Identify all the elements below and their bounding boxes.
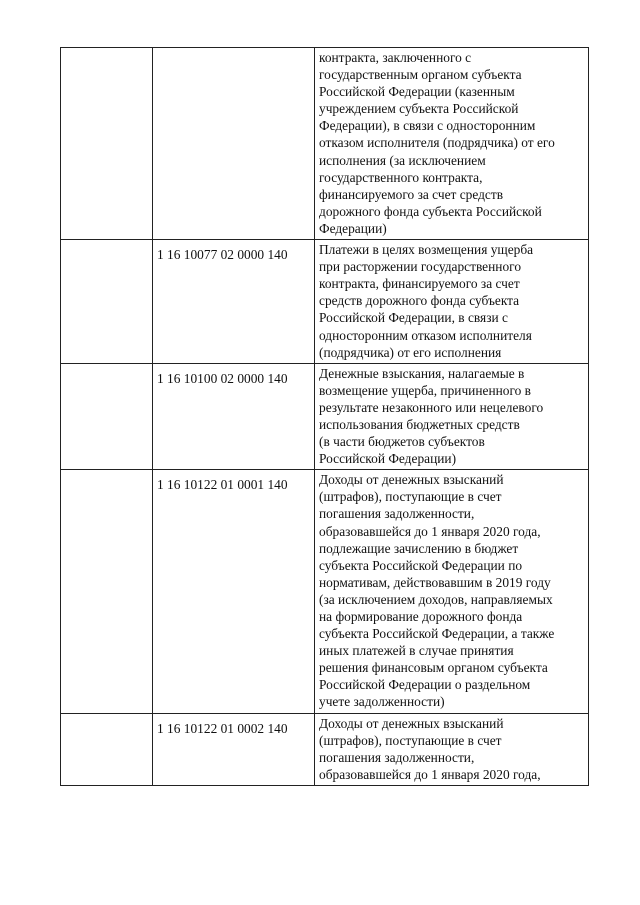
budget-code-cell: 1 16 10100 02 0000 140 [153,363,315,470]
table-row [61,240,589,364]
budget-code-cell: 1 16 10122 01 0001 140 [153,470,315,713]
description-cell: Платежи в целях возмещения ущерба при расторжении государственного контракта, финансируемого за счет средств дорожного фонда субъекта Российской Федерации, в связи с односторонним отказом исполнителя (подрядчика) от его исполнения [315,240,589,364]
budget-codes-table [60,47,589,786]
table-row [61,48,589,240]
empty-cell [61,48,153,240]
description-cell: Доходы от денежных взысканий (штрафов), поступающие в счет погашения задолженности, образовавшейся до 1 января 2020 года, [315,713,589,785]
budget-code-cell: 1 16 10122 01 0002 140 [153,713,315,785]
empty-cell [61,713,153,785]
budget-code-cell [153,48,315,240]
empty-cell [61,363,153,470]
empty-cell [61,240,153,364]
table-row [61,363,589,470]
budget-code-cell: 1 16 10077 02 0000 140 [153,240,315,364]
table-row [61,713,589,785]
table-row [61,470,589,713]
description-cell: контракта, заключенного с государственным органом субъекта Российской Федерации (казенным учреждением субъекта Российской Федерации), в связи с односторонним отказом исполнителя (подрядчика) от его исполнения (за исключением государственного контракта, финансируемого за счет средств дорожного фонда субъекта Российской Федерации) [315,48,589,240]
description-cell: Доходы от денежных взысканий (штрафов), поступающие в счет погашения задолженности, образовавшейся до 1 января 2020 года, подлежащие зачислению в бюджет субъекта Российской Федерации по нормативам, действовавшим в 2019 году (за исключением доходов, направляемых на формирование дорожного фонда субъекта Российской Федерации, а также иных платежей в случае принятия решения финансовым органом субъекта Российской Федерации о раздельном учете задолженности) [315,470,589,713]
empty-cell [61,470,153,713]
description-cell: Денежные взыскания, налагаемые в возмещение ущерба, причиненного в результате незаконного или нецелевого использования бюджетных средств (в части бюджетов субъектов Российской Федерации) [315,363,589,470]
